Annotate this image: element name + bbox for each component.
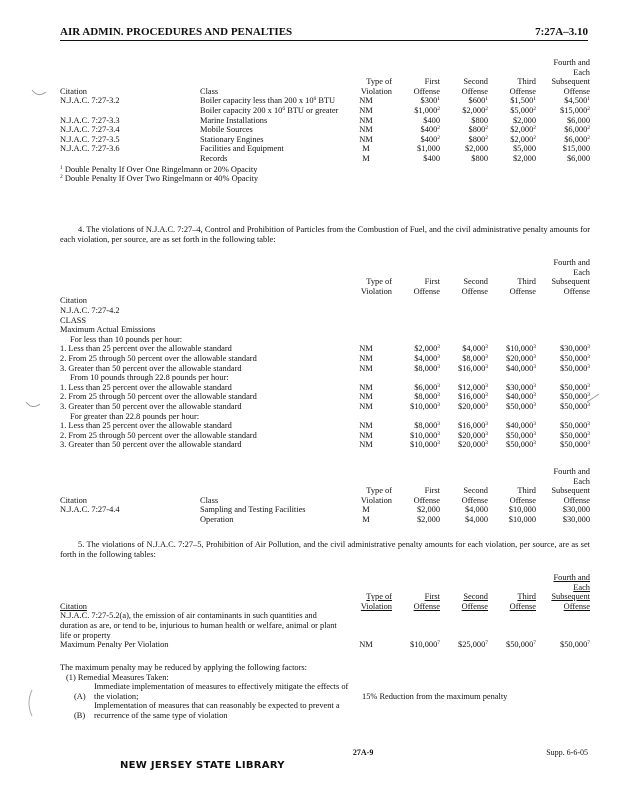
column-header: Third Offense [509,277,536,296]
violation-type-cell: NM [359,430,373,440]
group-label: For less than 10 pounds per hour: [70,334,183,344]
first-offense-cell: $2,000$^3$ [414,344,440,354]
factor-1-heading: (1) Remedial Measures Taken: [66,672,169,682]
fourth-offense-cell: $4,500$^1$ [564,96,590,106]
third-offense-cell: $2,000$^2$ [510,134,536,144]
footnote: $^2$ Double Penalty If Over Two Ringelmann or 40% Opacity [60,174,259,184]
paragraph-4 [60,225,590,244]
violation-type-cell: NM [359,134,373,144]
fourth-offense-cell: $50,000$^3$ [560,430,590,440]
first-offense-cell: $1,000$^2$ [414,105,440,115]
fourth-offense-cell: $50,000$^3$ [560,440,590,450]
empty-cell [536,611,590,640]
table-row [60,306,590,316]
column-header: Third Offense [509,486,536,505]
third-offense-cell: $5,000$^2$ [510,105,536,115]
column-header: Fourth and Each Subsequent Offense [551,467,590,505]
margin-bracket-mark [30,88,48,100]
group-label: For greater than 22.8 pounds per hour: [70,411,200,421]
second-offense-cell: $16,000$^3$ [458,392,488,402]
standard-cell: 3. Greater than 50 percent over the allowable standard [60,401,242,411]
column-header: Second Offense [461,592,488,611]
factor-a-label: (A) [74,691,86,701]
fourth-offense-cell: $50,000$^3$ [560,353,590,363]
class-cell: Boiler capacity less than 200 x $10^6$ BTU [200,96,336,106]
fourth-offense-cell: $30,000 [562,514,590,524]
violation-type-cell: NM [359,401,373,411]
penalty-label: Maximum Penalty Per Violation [60,640,169,650]
fourth-offense-cell: $30,000$^3$ [560,344,590,354]
second-offense-cell: $\$800^2$ [468,125,488,135]
third-offense-cell: $50,000$^3$ [506,430,536,440]
fourth-offense-cell: $50,000$^7$ [560,640,590,650]
column-header: Type of Violation [360,77,392,96]
third-offense-cell: $10,000 [508,505,536,515]
second-offense-cell: $20,000$^3$ [458,401,488,411]
violation-type-cell: NM [359,353,373,363]
column-header: Citation [60,86,87,96]
second-offense-cell: $2,000$^2$ [462,105,488,115]
fourth-offense-cell: $50,000$^3$ [560,392,590,402]
third-offense-cell: $50,000$^7$ [506,640,536,650]
first-offense-cell: $1,000 [416,144,440,154]
second-offense-cell: $16,000$^3$ [458,363,488,373]
first-offense-cell: $10,000$^3$ [410,430,440,440]
third-offense-cell: $10,000 [508,514,536,524]
column-header: Second Offense [461,277,488,296]
table-row [60,392,590,402]
third-offense-cell: $2,000$^2$ [510,125,536,135]
violation-type-cell: NM [359,421,373,431]
standard-cell: 1. Less than 25 percent over the allowable standard [60,344,232,354]
column-header: Third Offense [509,77,536,96]
empty-cell [488,611,536,640]
class-cell: Operation [200,514,234,524]
empty-cell [440,611,488,640]
table-row [60,431,590,441]
first-offense-cell: $10,000$^3$ [410,440,440,450]
second-offense-cell: $4,000 [464,514,488,524]
standard-cell: 1. Less than 25 percent over the allowable standard [60,382,232,392]
citation-cell: N.J.A.C. 7:27-3.5 [60,134,120,144]
paragraph-5-text: 5. The violations of N.J.A.C. 7:27–5, Prohibition of Air Pollution, and the civil administrative penalty amounts for each violation, per source, are as set forth in the following tables: [60,540,590,559]
second-offense-cell: $12,000$^3$ [458,382,488,392]
table-row [60,440,590,450]
column-header [60,258,340,296]
second-offense-cell: $8,000$^3$ [462,353,488,363]
column-header: Type of Violation [360,277,392,296]
class-cell: Stationary Engines [200,134,264,144]
citation-cell [60,515,200,525]
table-row [60,154,590,164]
standard-cell: 1. Less than 25 percent over the allowable standard [60,421,232,431]
violation-type-cell: NM [359,344,373,354]
column-header: Third Offense [509,592,536,611]
factor-b-text: Implementation of measures that can reasonably be expected to prevent a recurrence of the same type of violation [94,701,340,720]
column-header: Citation [60,495,87,505]
class-label: CLASS [60,315,87,325]
table-row [60,125,590,135]
fourth-offense-cell: $50,000$^3$ [560,421,590,431]
first-offense-cell: $400 [423,115,440,125]
third-offense-cell: $1,500$^1$ [510,96,536,106]
group-label: From 10 pounds through 22.8 pounds per hour: [70,373,229,383]
third-offense-cell: $5,000 [512,144,536,154]
empty-cell [392,611,440,640]
first-offense-cell: $8,000$^3$ [414,392,440,402]
column-header: Type of Violation [360,486,392,505]
citation-cell: N.J.A.C. 7:27-4.2 [60,305,120,315]
citation-cell: N.J.A.C. 7:27-3.2 [60,96,120,106]
penalty-table-3 [60,58,590,184]
paragraph-4-text: 4. The violations of N.J.A.C. 7:27–4, Control and Prohibition of Particles from the Combustion of Fuel, and the civil administrative penalty amounts for each violation, per source, are as set forth in the following table: [60,225,590,244]
second-offense-cell: $16,000$^3$ [458,421,488,431]
header-section: 7:27A–3.10 [535,26,588,38]
first-offense-cell: $10,000$^3$ [410,401,440,411]
standard-cell: 2. From 25 through 50 percent over the allowable standard [60,353,257,363]
third-offense-cell: $2,000 [512,115,536,125]
second-offense-cell: $800 [471,153,488,163]
table-row [60,611,590,640]
class-cell: Marine Installations [200,115,268,125]
third-offense-cell: $20,000$^3$ [506,353,536,363]
second-offense-cell: $\$800^2$ [468,134,488,144]
column-header: First Offense [413,277,440,296]
second-offense-cell: $25,000$^7$ [458,640,488,650]
first-offense-cell: $2,000 [416,505,440,515]
table-row [60,296,590,306]
factor-table [60,682,590,720]
violation-type-cell: NM [359,125,373,135]
violation-type-cell: NM [359,363,373,373]
fourth-offense-cell: $15,000$^2$ [560,105,590,115]
table-row [60,402,590,412]
fourth-offense-cell: $6,000$^2$ [564,125,590,135]
class-cell: Mobile Sources [200,125,253,135]
first-offense-cell: $400 [423,153,440,163]
standard-cell: 2. From 25 through 50 percent over the allowable standard [60,430,257,440]
column-header: Second Offense [461,77,488,96]
violation-type-cell: M [362,153,370,163]
fourth-offense-cell: $50,000$^3$ [560,363,590,373]
second-offense-cell: $20,000$^3$ [458,440,488,450]
third-offense-cell: $40,000$^3$ [506,392,536,402]
table-row [60,421,590,431]
header-title: AIR ADMIN. PROCEDURES AND PENALTIES [60,26,293,38]
first-offense-cell: $4,000$^3$ [414,353,440,363]
third-offense-cell: $2,000 [512,153,536,163]
page-footer [60,748,588,757]
violation-type-cell: NM [359,392,373,402]
violation-type-cell: M [362,514,370,524]
column-header: Class [200,495,219,505]
footnote: $^1$ Double Penalty If Over One Ringelmann or 20% Opacity [60,164,258,174]
first-offense-cell: $6,000$^3$ [414,382,440,392]
first-offense-cell: $2,000 [416,514,440,524]
factor-b-label: (B) [74,710,86,720]
column-header: Class [200,86,219,96]
table-row [60,116,590,126]
table-row [60,106,590,116]
margin-bracket-mark [24,688,42,700]
third-offense-cell: $10,000$^3$ [506,344,536,354]
third-offense-cell: $50,000$^3$ [506,401,536,411]
library-stamp: NEW JERSEY STATE LIBRARY [120,760,285,771]
second-offense-cell: $4,000$^3$ [462,344,488,354]
column-header: Second Offense [461,486,488,505]
citation-cell: N.J.A.C. 7:27-3.3 [60,115,120,125]
first-offense-cell: $10,000$^7$ [410,640,440,650]
first-offense-cell: $\$400^2$ [420,125,440,135]
citation-cell: N.J.A.C. 7:27-3.6 [60,144,120,154]
second-offense-cell: $\$600^1$ [468,96,488,106]
column-header: First Offense [413,77,440,96]
first-offense-cell: $\$300^1$ [420,96,440,106]
standard-cell: 3. Greater than 50 percent over the allowable standard [60,363,242,373]
penalty-table-5-2 [60,573,590,650]
violation-type-cell: NM [359,115,373,125]
violation-type-cell: NM [359,382,373,392]
group-row [60,373,590,383]
column-header: First Offense [413,592,440,611]
table-row [60,325,590,335]
first-offense-cell: $8,000$^3$ [414,421,440,431]
fourth-offense-cell: $30,000 [562,505,590,515]
violation-type-cell: NM [359,440,373,450]
standard-cell: 2. From 25 through 50 percent over the allowable standard [60,392,257,402]
citation-label: Citation [60,296,87,306]
column-header: First Offense [413,486,440,505]
violation-type-cell: NM [359,96,373,106]
reduction-factors [60,663,590,721]
third-offense-cell: $50,000$^3$ [506,440,536,450]
running-header [60,26,588,41]
column-header: Fourth and Each Subsequent Offense [551,573,590,611]
violation-type-cell: NM [359,105,373,115]
table-row [60,364,590,374]
fourth-offense-cell: $6,000 [566,115,590,125]
fourth-offense-cell: $50,000$^3$ [560,401,590,411]
fourth-offense-cell: $6,000$^2$ [564,134,590,144]
fourth-offense-cell: $50,000$^3$ [560,382,590,392]
group-row [60,412,590,422]
penalty-table-4-4 [60,467,590,525]
third-offense-cell: $40,000$^3$ [506,363,536,373]
fourth-offense-cell: $6,000 [566,153,590,163]
table-row [60,144,590,154]
violation-type-cell: M [362,144,370,154]
class-cell: Facilities and Equipment [200,144,284,154]
factors-intro: The maximum penalty may be reduced by applying the following factors: [60,663,307,672]
violation-type-cell: NM [359,640,373,650]
table-row [60,96,590,106]
emissions-label: Maximum Actual Emissions [60,325,156,335]
second-offense-cell: $4,000 [464,505,488,515]
citation-cell [60,106,200,116]
first-offense-cell: $8,000$^3$ [414,363,440,373]
third-offense-cell: $40,000$^3$ [506,421,536,431]
factor-a-text: Immediate implementation of measures to effectively mitigate the effects of the violation; [94,682,349,701]
table-row [60,515,590,525]
violation-type-cell: M [362,505,370,515]
class-cell: Boiler capacity 200 x $10^6$ BTU or greater [200,105,339,115]
citation-cell [60,154,200,164]
paragraph-5 [60,540,590,559]
penalty-table-4-2 [60,258,590,450]
table-row [60,383,590,393]
fourth-offense-cell: $15,000 [562,144,590,154]
citation-description: N.J.A.C. 7:27-5.2(a), the emission of air contaminants in such quantities and duration as are, or tend to be, injurious to human health or welfare, animal or plant life or property [60,611,337,640]
second-offense-cell: $20,000$^3$ [458,430,488,440]
group-row [60,335,590,345]
factor-a-result: 15% Reduction from the maximum penalty [362,691,508,701]
supplement-date: Supp. 6-6-05 [546,748,588,757]
column-header: Fourth and Each Subsequent Offense [551,258,590,296]
column-header: Fourth and Each Subsequent Offense [551,58,590,96]
second-offense-cell: $2,000 [464,144,488,154]
table-row [60,316,590,326]
page-number: 27A-9 [352,748,374,757]
table-row [60,505,590,515]
margin-bracket-mark [24,400,42,412]
table-row [60,135,590,145]
class-cell: Records [200,153,228,163]
column-header: Citation [60,601,87,611]
third-offense-cell: $30,000$^3$ [506,382,536,392]
citation-cell: N.J.A.C. 7:27-3.4 [60,125,120,135]
citation-cell: N.J.A.C. 7:27-4.4 [60,505,120,515]
table-row [60,344,590,354]
class-cell: Sampling and Testing Facilities [200,505,306,515]
empty-cell [340,611,392,640]
table-row [60,640,590,650]
standard-cell: 3. Greater than 50 percent over the allowable standard [60,440,242,450]
second-offense-cell: $800 [471,115,488,125]
table-row [60,354,590,364]
first-offense-cell: $\$400^2$ [420,134,440,144]
column-header: Type of Violation [360,592,392,611]
